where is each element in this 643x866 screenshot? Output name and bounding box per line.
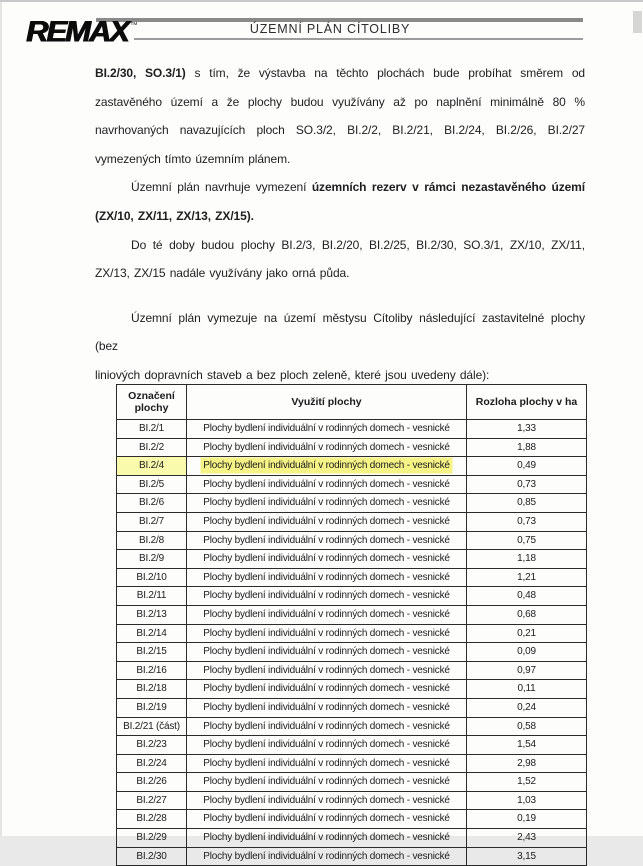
cell-designation: BI.2/10: [117, 568, 187, 587]
cell-area: 0,21: [467, 624, 587, 643]
cell-area: 1,03: [467, 791, 587, 810]
cell-use: [187, 605, 467, 624]
cell-use: [187, 847, 467, 866]
cell-area: 1,18: [467, 550, 587, 569]
cell-designation: BI.2/24: [117, 754, 187, 773]
zoning-table-head: [117, 385, 587, 420]
document-title: ÚZEMNÍ PLÁN CÍTOLIBY: [249, 22, 411, 36]
table-row: [117, 717, 587, 736]
cell-use-text: Plochy bydlení individuální v rodinných domech - vesnické: [203, 627, 450, 639]
table-row: [117, 420, 587, 439]
table-row: [117, 829, 587, 848]
body-text-bold: územních rezerv v rámci nezastavěného území: [311, 180, 585, 195]
table-row: [117, 475, 587, 494]
zoning-table: [116, 384, 587, 866]
table-row: [117, 494, 587, 513]
cell-use-text: Plochy bydlení individuální v rodinných domech - vesnické: [203, 423, 450, 434]
cell-area: 1,54: [467, 736, 587, 755]
table-row: [117, 605, 587, 624]
cell-designation: BI.2/28: [117, 810, 187, 829]
zoning-table-wrap: [116, 384, 586, 866]
body-text: s tím, že výstavba na těchto plochách bude probíhat směrem od: [185, 66, 585, 80]
cell-area: 0,97: [467, 661, 587, 680]
table-row: [117, 587, 587, 606]
cell-designation: BI.2/21 (část): [117, 717, 187, 736]
cell-use-text: Plochy bydlení individuální v rodinných domech - vesnické: [203, 813, 450, 825]
cell-area: 3,15: [467, 847, 587, 866]
scan-edge-artifact: [633, 11, 642, 33]
body-text: liniových dopravních staveb a bez ploch zeleně, které jsou uvedeny dále):: [95, 367, 490, 382]
remax-logo-text: REMAX: [26, 15, 128, 49]
cell-area: 1,33: [467, 420, 587, 439]
body-text: navrhovaných navazujících ploch SO.3/2, BI.2/2, BI.2/21, BI.2/24, BI.2/26, BI.2/27: [95, 123, 585, 138]
cell-use: [187, 773, 467, 792]
body-line: [95, 88, 585, 117]
cell-use-text: Plochy bydlení individuální v rodinných domech - vesnické: [203, 553, 450, 565]
remax-logo: [26, 16, 138, 56]
body-line: [95, 304, 585, 361]
cell-area: 0,73: [467, 475, 587, 494]
header-cell-designation: Označení plochy: [117, 385, 187, 420]
cell-use: [187, 587, 467, 606]
body-text: vymezených tímto územním plánem.: [95, 151, 291, 166]
cell-use-text: Plochy bydlení individuální v rodinných domech - vesnické: [203, 646, 450, 658]
table-row: [117, 698, 587, 717]
cell-designation: BI.2/26: [117, 773, 187, 792]
cell-use: [187, 531, 467, 550]
cell-use-text: Plochy bydlení individuální v rodinných domech - vesnické: [203, 757, 450, 769]
cell-use-text: Plochy bydlení individuální v rodinných domech - vesnické: [203, 739, 450, 751]
table-row: [117, 624, 587, 643]
cell-use: [187, 680, 467, 699]
table-row: [117, 773, 587, 792]
cell-use-text: Plochy bydlení individuální v rodinných domech - vesnické: [203, 608, 450, 620]
cell-area: 0,19: [467, 810, 587, 829]
cell-use-text: Plochy bydlení individuální v rodinných domech - vesnické: [203, 720, 450, 732]
table-row: [117, 736, 587, 755]
body-text-bold: BI.2/30, SO.3/1): [95, 66, 186, 80]
cell-area: 1,21: [467, 568, 587, 587]
cell-area: 1,52: [467, 773, 587, 792]
body-line: [95, 116, 585, 145]
cell-use-text: Plochy bydlení individuální v rodinných domech - vesnické: [203, 571, 450, 583]
cell-area: 0,09: [467, 643, 587, 662]
cell-area: 0,68: [467, 605, 587, 624]
cell-use: [187, 643, 467, 662]
cell-designation: BI.2/18: [117, 680, 187, 699]
cell-area: 0,49: [467, 457, 587, 476]
table-row: [117, 661, 587, 680]
cell-use: [187, 754, 467, 773]
table-row: [117, 550, 587, 569]
body-text: ZX/13, ZX/15 nadále využívány jako orná půda.: [95, 266, 350, 281]
cell-area: 2,98: [467, 754, 587, 773]
cell-designation: BI.2/8: [117, 531, 187, 550]
body-line: [95, 202, 585, 231]
cell-use: [187, 457, 467, 476]
cell-use: [187, 568, 467, 587]
body-line: [95, 145, 585, 174]
cell-use-text: Plochy bydlení individuální v rodinných domech - vesnické: [203, 497, 450, 509]
cell-use: [187, 420, 467, 439]
cell-designation: BI.2/19: [117, 698, 187, 717]
body-text: Do té doby budou plochy BI.2/3, BI.2/20, BI.2/25, BI.2/30, SO.3/1, ZX/10, ZX/11,: [131, 237, 585, 252]
cell-designation: BI.2/1: [117, 420, 187, 439]
cell-designation: BI.2/6: [117, 494, 187, 513]
cell-use-text: Plochy bydlení individuální v rodinných domech - vesnické: [203, 701, 450, 713]
cell-use: [187, 475, 467, 494]
header-cell-area: Rozloha plochy v ha: [467, 385, 587, 420]
cell-area: 0,11: [467, 680, 587, 699]
cell-use-text: Plochy bydlení individuální v rodinných domech - vesnické: [203, 515, 450, 527]
body-line: [95, 59, 585, 88]
table-row: [117, 680, 587, 699]
cell-use: [187, 624, 467, 643]
table-row: [117, 791, 587, 810]
cell-area: 0,75: [467, 531, 587, 550]
table-row-highlighted: [117, 457, 587, 476]
cell-designation: BI.2/15: [117, 643, 187, 662]
body-text: Územní plán navrhuje vymezení: [131, 180, 312, 195]
cell-use: [187, 550, 467, 569]
zoning-table-body: [117, 420, 587, 866]
cell-area: 2,43: [467, 829, 587, 848]
body-text: Územní plán vymezuje na území městysu Cítoliby následující zastavitelné plochy (bez: [95, 310, 585, 354]
cell-area: 1,88: [467, 438, 587, 457]
table-header-row: [117, 385, 587, 420]
cell-designation: BI.2/16: [117, 661, 187, 680]
cell-use: [187, 791, 467, 810]
cell-use: [187, 810, 467, 829]
cell-use: [187, 717, 467, 736]
body-text: zastavěného území a že plochy budou využívány až po naplnění minimálně 80 %: [95, 94, 585, 109]
cell-use-text: Plochy bydlení individuální v rodinných domech - vesnické: [203, 590, 450, 602]
cell-use-text: Plochy bydlení individuální v rodinných domech - vesnické: [203, 832, 450, 844]
cell-use-text: Plochy bydlení individuální v rodinných domech - vesnické: [203, 460, 450, 472]
cell-use-text: Plochy bydlení individuální v rodinných domech - vesnické: [203, 794, 450, 806]
cell-use-text: Plochy bydlení individuální v rodinných domech - vesnické: [203, 478, 450, 490]
cell-use-text: Plochy bydlení individuální v rodinných domech - vesnické: [203, 850, 450, 862]
cell-use: [187, 736, 467, 755]
table-row: [117, 512, 587, 531]
table-row: [117, 810, 587, 829]
cell-use-text: Plochy bydlení individuální v rodinných domech - vesnické: [203, 683, 450, 695]
cell-designation: BI.2/14: [117, 624, 187, 643]
cell-designation: BI.2/9: [117, 550, 187, 569]
cell-designation: BI.2/27: [117, 791, 187, 810]
body-line: [95, 259, 585, 288]
cell-use: [187, 494, 467, 513]
table-row: [117, 754, 587, 773]
cell-designation: BI.2/7: [117, 512, 187, 531]
header-cell-use: Využití plochy: [187, 385, 467, 420]
header-rule-bottom: [134, 38, 583, 40]
cell-use: [187, 438, 467, 457]
cell-area: 0,85: [467, 494, 587, 513]
table-row: [117, 438, 587, 457]
cell-designation: BI.2/5: [117, 475, 187, 494]
cell-area: 0,73: [467, 512, 587, 531]
cell-area: 0,24: [467, 698, 587, 717]
cell-designation: BI.2/4: [117, 457, 187, 476]
trademark-mark: ™: [129, 20, 138, 30]
cell-designation: BI.2/2: [117, 438, 187, 457]
body-line: [95, 173, 585, 202]
cell-use-text: Plochy bydlení individuální v rodinných domech - vesnické: [203, 664, 450, 676]
cell-designation: BI.2/13: [117, 605, 187, 624]
cell-area: 0,58: [467, 717, 587, 736]
table-row: [117, 847, 587, 866]
table-row: [117, 568, 587, 587]
cell-designation: BI.2/23: [117, 736, 187, 755]
document-body: [95, 59, 585, 390]
cell-use-text: Plochy bydlení individuální v rodinných domech - vesnické: [203, 441, 450, 453]
cell-designation: BI.2/11: [117, 587, 187, 606]
cell-use: [187, 661, 467, 680]
cell-area: 0,48: [467, 587, 587, 606]
cell-use: [187, 829, 467, 848]
cell-use: [187, 698, 467, 717]
table-row: [117, 643, 587, 662]
cell-use-text: Plochy bydlení individuální v rodinných domech - vesnické: [203, 776, 450, 788]
cell-use-text: Plochy bydlení individuální v rodinných domech - vesnické: [203, 534, 450, 546]
body-line: [95, 231, 585, 260]
table-row: [117, 531, 587, 550]
cell-use: [187, 512, 467, 531]
cell-designation: BI.2/29: [117, 829, 187, 848]
body-text-bold: (ZX/10, ZX/11, ZX/13, ZX/15).: [95, 208, 254, 223]
cell-designation: BI.2/30: [117, 847, 187, 866]
